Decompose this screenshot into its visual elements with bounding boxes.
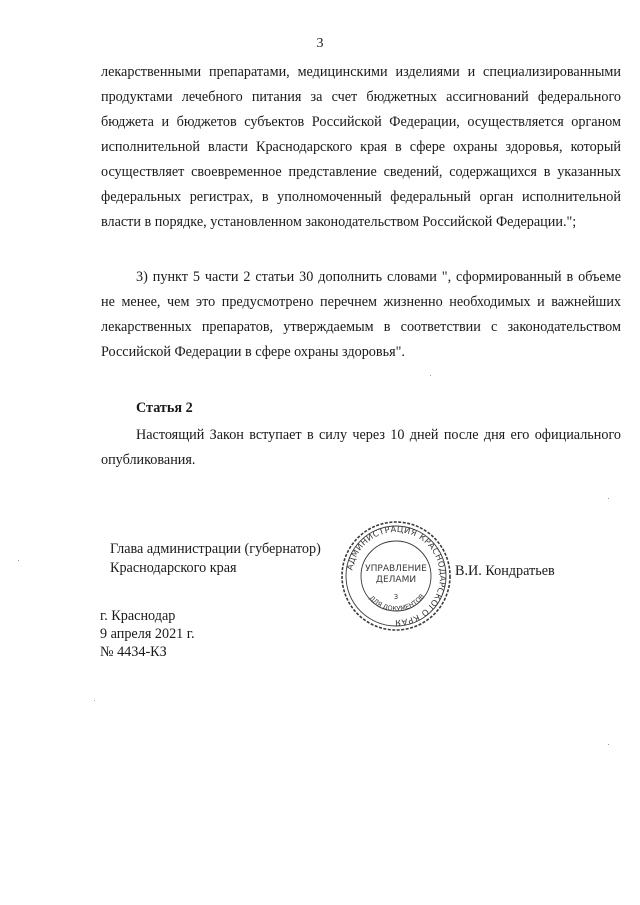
paragraph-text: Настоящий Закон вступает в силу через 10 дней после дня его официального опубликования.	[101, 427, 621, 468]
seal-center-line-1: УПРАВЛЕНИЕ	[365, 564, 427, 574]
scan-speck	[94, 700, 95, 701]
paragraph-entry-into-force	[101, 423, 621, 473]
paragraph-item-3	[101, 265, 621, 365]
scan-speck	[608, 498, 609, 499]
paragraph-text: лекарственными препаратами, медицинскими изделиями и специализированными продуктами лечебного питания за счет бюджетных ассигнований федерального бюджета и бюджетов субъектов Российской Федерации, осуществляется органом исполнительной власти Краснодарского края в сфере охраны здоровья, который осуществляет своевременное представление сведений, содержащихся в указанных федеральных регистрах, в уполномоченный федеральный орган исполнительной власти в порядке, установленном законодательством Российской Федерации.";	[101, 64, 621, 230]
seal-center-line-2: ДЕЛАМИ	[375, 575, 417, 585]
seal-bottom-text: ДЛЯ ДОКУМЕНТОВ	[367, 592, 426, 613]
seal-outer-text: АДМИНИСТРАЦИЯ КРАСНОДАРСКОГО КРАЯ	[344, 523, 449, 629]
place-date-number: г. Краснодар 9 апреля 2021 г. № 4434-КЗ	[100, 608, 195, 660]
signer-name: В.И. Кондратьев	[455, 563, 555, 579]
article-heading: Статья 2	[136, 400, 193, 416]
paragraph-text: 3) пункт 5 части 2 статьи 30 дополнить словами ", сформированный в объеме не менее, чем это предусмотрено перечнем жизненно необходимых и важнейших лекарственных препаратов, утверждаемым в соответствии с законодательством Российской Федерации в сфере охраны здоровья".	[101, 269, 621, 360]
page-number: 3	[316, 36, 324, 51]
scan-speck	[430, 375, 431, 376]
signer-title: Глава администрации (губернатор) Краснодарского края	[110, 541, 321, 576]
scan-speck	[608, 744, 609, 745]
seal-number: 3	[393, 593, 399, 601]
paragraph-continuation	[101, 60, 621, 235]
scan-speck	[18, 560, 19, 561]
official-seal	[340, 520, 452, 632]
